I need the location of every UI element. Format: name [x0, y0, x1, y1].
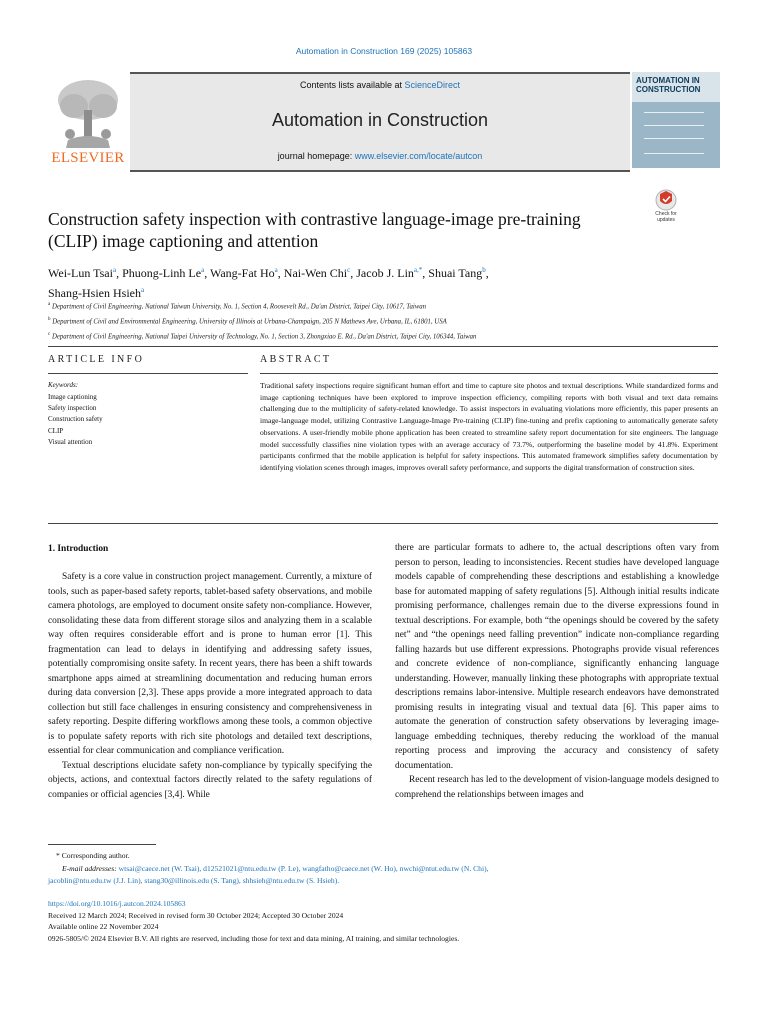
- email-addresses-cont: [48, 875, 728, 888]
- homepage-link[interactable]: www.elsevier.com/locate/autcon: [354, 151, 483, 161]
- abstract-bottom-divider: [48, 523, 718, 524]
- email-addresses: [48, 863, 728, 876]
- abstract-text: Traditional safety inspections require significant human effort and time to capture site photos and textual descriptions. While standardized forms and image captioning techniques have been explored to improve inspection efficiency, compiling reports with both visual and text data remains challenging due to the multiplicity of safety-related knowledge. To assist inspectors in evaluating violations more efficiently, this paper presents an image-language model, utilizing Contrastive Language-Image Pre-training (CLIP) fine-tuning and prefix captioning to automatically generate safety observations. A user-friendly mobile phone application has been created to streamline safety report documentation for site engineers. The language model successfully classifies nine violation types with an average accuracy of 73.7%, outperforming the baseline model by 41.8%. Experiment participants confirmed that the mobile application is helpful for safety inspections. This automated framework simplifies safety documentation by identifying violation scenes through images, improves overall safety performance, and supports the digital transformation of construction sites.: [260, 381, 718, 472]
- doi-link[interactable]: https://doi.org/10.1016/j.autcon.2024.105863: [48, 899, 186, 908]
- abstract-heading: ABSTRACT: [260, 354, 332, 365]
- paper-title-line-2: (CLIP) image captioning and attention: [48, 231, 319, 251]
- keyword: Safety inspection: [48, 404, 97, 413]
- article-info-rule: [48, 373, 248, 374]
- keyword: Construction safety: [48, 415, 103, 424]
- journal-title: Automation in Construction: [271, 110, 489, 130]
- article-metadata: [48, 898, 728, 944]
- journal-homepage: [130, 151, 630, 161]
- section-heading-introduction: 1. Introduction: [48, 544, 109, 554]
- affiliations: [48, 299, 728, 343]
- footnotes: [48, 850, 728, 888]
- keywords-label: Keywords:: [48, 381, 79, 389]
- keywords-list: [48, 392, 103, 448]
- email-links-line-1[interactable]: wtsai@caece.net (W. Tsai), d12521021@ntu.edu.tw (P. Le), wangfatho@caece.net (W. Ho), nwchi@ntut.edu.tw (N. Chi),: [118, 863, 489, 873]
- contents-prefix: Contents lists available at: [299, 80, 405, 90]
- cover-title: AUTOMATION IN CONSTRUCTION: [636, 76, 701, 94]
- keyword: Image captioning: [48, 393, 97, 401]
- author: Wei-Lun Tsai$^a$,: [48, 266, 123, 280]
- keyword: CLIP: [48, 426, 64, 435]
- sciencedirect-link[interactable]: ScienceDirect: [404, 80, 461, 90]
- check-for-updates-button[interactable]: [648, 188, 684, 228]
- publisher-wordmark: ELSEVIER: [51, 150, 125, 166]
- affiliation-b: $^b$ Department of Civil and Environmental Engineering, University of Illinois at Urbana-Champaign, 205 N Mathews Ave, Urbana, IL, 61801, USA: [48, 316, 447, 326]
- cover-decoration: [644, 112, 704, 154]
- available-online: Available online 22 November 2024: [48, 922, 159, 931]
- body-paragraph: there are particular formats to adhere to, the actual descriptions often vary from person to person, leading to inconsistencies. Recent studies have developed language models capable of comprehending these descriptions and establishing a knowledge base for automated mapping of safety regulations [5]. Although initial results indicate promising performance, challenges remain due to the diverse expressions found in textual descriptions. For example, both “the openings should be covered by the safety net” and “the openings need falling prevention” indicate non-compliance regarding falling hazards but use different expressions. Photographs provide visual references and concrete evidence of non-compliance, significantly enhancing language understanding. However, manually linking these photographs with appropriate textual descriptions remains labor-intensive. Multiple research endeavors have demonstrated promising results in integrating visual and textual data [6]. This paper aims to automate the generation of construction safety observations by leveraging image-language embedding techniques, thereby reducing the workload of the manual reporting process and improving the accuracy and consistency of safety documentation.: [395, 543, 719, 771]
- top-divider: [48, 346, 718, 347]
- article-info-heading: ARTICLE INFO: [48, 354, 145, 365]
- paper-title: [48, 208, 638, 252]
- author: Phuong-Linh Le$^a$,: [122, 266, 210, 280]
- affiliation-c: $^c$ Department of Civil Engineering, National Taipei University of Technology, No. 1, Section 3, Zhongxiao E. Rd., Da'an District, Taipei City, 106344, Taiwan: [48, 331, 477, 340]
- footnote-rule: [48, 844, 156, 845]
- check-updates-icon: [648, 188, 684, 212]
- contents-availability: [130, 80, 630, 90]
- email-label: E-mail addresses:: [62, 863, 117, 873]
- email-links-line-2[interactable]: jacoblin@ntu.edu.tw (J.J. Lin), stang30@illinois.edu (S. Tang), shhsieh@ntu.edu.tw (S. Hsieh).: [48, 876, 340, 886]
- paper-title-line-1: Construction safety inspection with contrastive language-image pre-training: [48, 209, 581, 229]
- author: Shuai Tang$^b$,: [428, 266, 489, 280]
- affiliation-a: $^a$ Department of Civil Engineering, National Taiwan University, No. 1, Section 4, Roosevelt Rd., Da'an District, Taipei City, 10617, Taiwan: [48, 302, 427, 311]
- author: Shang-Hsien Hsieh$^a$: [48, 286, 145, 300]
- journal-cover-image[interactable]: [632, 72, 720, 168]
- author: Wang-Fat Ho$^a$,: [209, 266, 284, 280]
- check-updates-label: Check for updates: [655, 211, 677, 223]
- keyword: Visual attention: [48, 437, 93, 446]
- body-column-right: [395, 541, 719, 802]
- body-column-left: [48, 570, 372, 802]
- author: Nai-Wen Chi$^c$,: [283, 266, 357, 280]
- homepage-prefix: journal homepage:: [277, 151, 355, 161]
- body-paragraph: Textual descriptions elucidate safety non-compliance by typically specifying the objects, actions, and contextual factors directly related to the safety regulations of companies or official agencies [3,4]. While: [48, 760, 372, 800]
- journal-reference-link[interactable]: Automation in Construction 169 (2025) 105863: [295, 46, 473, 56]
- corresponding-author-note: * Corresponding author.: [56, 851, 130, 860]
- body-paragraph: Safety is a core value in construction project management. Currently, a mixture of tools, such as paper-based safety reports, tablet-based safety observations, and mobile camera photologs, are employed to document onsite safety non-compliance. However, consolidating these data from different storage silos and analyzing them in a scalable way often requires considerable effort and is prone to human error [1]. This fragmentation can lead to delays in identifying and addressing safety issues, potentially compromising onsite safety. In recent years, there has been a shift towards smartphone apps aimed at streamlining documentation and reducing human errors during data conversion [2,3]. These apps provide a more integrated approach to data collection but still face challenges in ensuring consistency and comprehensiveness in safety reporting. Despite differing workflows among these tools, a common objective is to populate safety reports with rich site photologs and detailed text descriptions, essential for clear communication and compliance verification.: [48, 572, 372, 756]
- abstract-rule: [260, 373, 718, 374]
- copyright-notice: 0926-5805/© 2024 Elsevier B.V. All rights are reserved, including those for text and data mining, AI training, and similar technologies.: [48, 933, 460, 943]
- author-list: [48, 262, 688, 302]
- author: Jacob J. Lin$^{a,*}$,: [356, 266, 429, 280]
- received-dates: Received 12 March 2024; Received in revised form 30 October 2024; Accepted 30 October 2024: [48, 910, 344, 920]
- body-paragraph: Recent research has led to the development of vision-language models designed to comprehend the relationships between images and: [395, 775, 719, 800]
